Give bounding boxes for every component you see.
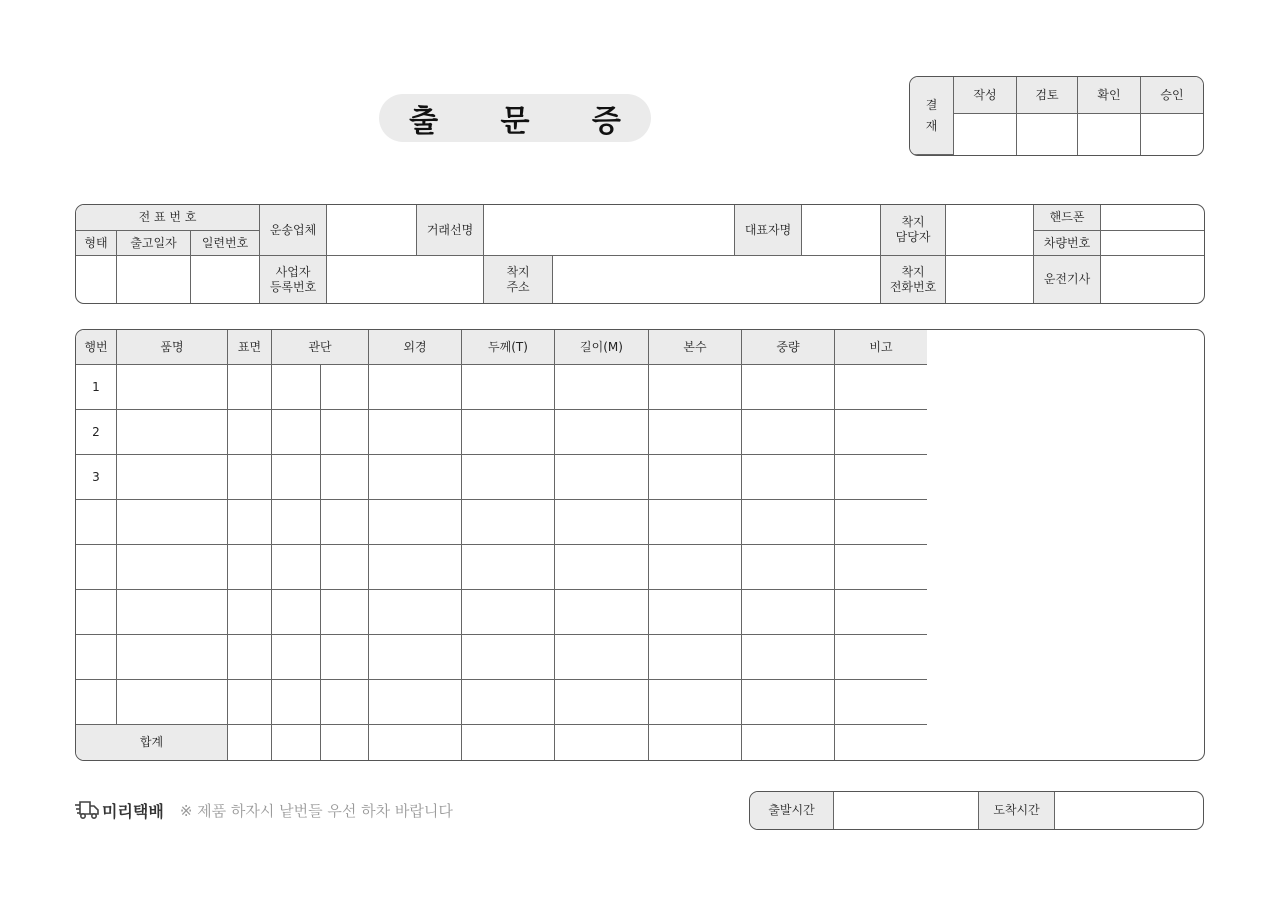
col-row-no: 행번 bbox=[76, 330, 117, 365]
cell[interactable] bbox=[228, 500, 272, 545]
cell[interactable] bbox=[272, 635, 321, 680]
cell[interactable] bbox=[649, 455, 742, 500]
cell[interactable] bbox=[462, 410, 555, 455]
cell[interactable] bbox=[272, 455, 321, 500]
cell[interactable] bbox=[369, 410, 462, 455]
row-number bbox=[76, 590, 117, 635]
cell[interactable] bbox=[462, 635, 555, 680]
table-row bbox=[76, 410, 1204, 455]
cell[interactable] bbox=[117, 365, 228, 410]
cell[interactable] bbox=[649, 725, 742, 760]
table-row bbox=[76, 635, 1204, 680]
approval-side-label: 결 재 bbox=[910, 77, 954, 155]
biz-reg-label: 사업자 등록번호 bbox=[260, 256, 327, 303]
cell[interactable] bbox=[272, 365, 321, 410]
driver-label: 운전기사 bbox=[1034, 256, 1101, 303]
cell[interactable] bbox=[117, 410, 228, 455]
cell[interactable] bbox=[272, 590, 321, 635]
cell[interactable] bbox=[555, 635, 649, 680]
cell[interactable] bbox=[321, 500, 369, 545]
type-label: 형태 bbox=[76, 231, 117, 256]
cell[interactable] bbox=[272, 725, 321, 760]
col-product: 품명 bbox=[117, 330, 228, 365]
row-number bbox=[76, 680, 117, 725]
approval-col-check: 확인 bbox=[1078, 77, 1141, 114]
cell[interactable] bbox=[462, 725, 555, 760]
total-row bbox=[76, 725, 1204, 760]
carrier-value[interactable] bbox=[327, 205, 417, 256]
departure-time-label: 출발시간 bbox=[750, 792, 834, 829]
vehicle-no-label: 차량번호 bbox=[1034, 231, 1101, 256]
table-row bbox=[76, 455, 1204, 500]
cell[interactable] bbox=[835, 680, 927, 725]
cell[interactable] bbox=[649, 680, 742, 725]
cell[interactable] bbox=[369, 500, 462, 545]
delivery-truck-icon bbox=[75, 800, 99, 820]
cell[interactable] bbox=[321, 635, 369, 680]
total-label: 합계 bbox=[76, 725, 228, 760]
cell[interactable] bbox=[117, 455, 228, 500]
cell[interactable] bbox=[462, 365, 555, 410]
dest-addr-label: 착지 주소 bbox=[484, 256, 553, 303]
col-weight: 중량 bbox=[742, 330, 835, 365]
time-box bbox=[749, 791, 1204, 830]
row-number bbox=[76, 545, 117, 590]
cell[interactable] bbox=[117, 590, 228, 635]
cell[interactable] bbox=[117, 680, 228, 725]
cell[interactable] bbox=[369, 680, 462, 725]
cell[interactable] bbox=[321, 455, 369, 500]
document-title-pill bbox=[379, 94, 651, 142]
cell[interactable] bbox=[742, 545, 835, 590]
cell[interactable] bbox=[555, 410, 649, 455]
cell[interactable] bbox=[228, 725, 272, 760]
table-row bbox=[76, 545, 1204, 590]
cell[interactable] bbox=[117, 500, 228, 545]
row-number bbox=[76, 635, 117, 680]
cell[interactable] bbox=[649, 410, 742, 455]
carrier-label: 운송업체 bbox=[260, 205, 327, 256]
cell[interactable] bbox=[462, 455, 555, 500]
cell[interactable] bbox=[742, 455, 835, 500]
document-title: 출 문 증 bbox=[409, 104, 647, 139]
shipment-info-table bbox=[75, 204, 1205, 304]
cell[interactable] bbox=[555, 545, 649, 590]
cell[interactable] bbox=[117, 545, 228, 590]
cell[interactable] bbox=[649, 545, 742, 590]
cell[interactable] bbox=[742, 635, 835, 680]
approval-col-review: 검토 bbox=[1017, 77, 1078, 114]
row-number: 1 bbox=[76, 365, 117, 410]
col-count: 본수 bbox=[649, 330, 742, 365]
row-number: 2 bbox=[76, 410, 117, 455]
ship-date-label: 출고일자 bbox=[117, 231, 191, 256]
cell[interactable] bbox=[228, 410, 272, 455]
col-outer-diameter: 외경 bbox=[369, 330, 462, 365]
cell[interactable] bbox=[555, 590, 649, 635]
cell[interactable] bbox=[228, 455, 272, 500]
table-row bbox=[76, 365, 1204, 410]
cell[interactable] bbox=[742, 680, 835, 725]
cell[interactable] bbox=[321, 590, 369, 635]
driver-value[interactable] bbox=[1101, 256, 1204, 303]
cell[interactable] bbox=[742, 410, 835, 455]
cell[interactable] bbox=[835, 635, 927, 680]
cell[interactable] bbox=[321, 410, 369, 455]
cell[interactable] bbox=[835, 725, 927, 760]
cell[interactable] bbox=[321, 725, 369, 760]
cell[interactable] bbox=[321, 680, 369, 725]
approval-sign-check[interactable] bbox=[1078, 114, 1141, 155]
cell[interactable] bbox=[835, 410, 927, 455]
dest-manager-value[interactable] bbox=[946, 205, 1034, 256]
cell[interactable] bbox=[272, 680, 321, 725]
approval-sign-review[interactable] bbox=[1017, 114, 1078, 155]
biz-reg-value[interactable] bbox=[327, 256, 484, 303]
cell[interactable] bbox=[228, 365, 272, 410]
client-value[interactable] bbox=[484, 205, 735, 256]
cell[interactable] bbox=[369, 635, 462, 680]
cell[interactable] bbox=[742, 590, 835, 635]
cell[interactable] bbox=[835, 545, 927, 590]
cell[interactable] bbox=[835, 365, 927, 410]
cell[interactable] bbox=[369, 545, 462, 590]
cell[interactable] bbox=[462, 545, 555, 590]
mobile-value[interactable] bbox=[1101, 205, 1204, 231]
cell[interactable] bbox=[369, 590, 462, 635]
serial-no-label: 일련번호 bbox=[191, 231, 260, 256]
dest-addr-value[interactable] bbox=[553, 256, 881, 303]
col-surface: 표면 bbox=[228, 330, 272, 365]
cell[interactable] bbox=[835, 590, 927, 635]
approval-sign-write[interactable] bbox=[954, 114, 1017, 155]
cell[interactable] bbox=[272, 545, 321, 590]
serial-no-value[interactable] bbox=[191, 256, 260, 303]
cell[interactable] bbox=[555, 500, 649, 545]
approval-box bbox=[909, 76, 1204, 156]
cell[interactable] bbox=[321, 365, 369, 410]
cell[interactable] bbox=[462, 500, 555, 545]
cell[interactable] bbox=[228, 590, 272, 635]
cell[interactable] bbox=[555, 365, 649, 410]
arrival-time-label: 도착시간 bbox=[979, 792, 1055, 829]
cell[interactable] bbox=[228, 545, 272, 590]
mobile-label: 핸드폰 bbox=[1034, 205, 1101, 231]
ceo-value[interactable] bbox=[802, 205, 881, 256]
cell[interactable] bbox=[649, 590, 742, 635]
unloading-note: ※ 제품 하자시 낱번들 우선 하차 바랍니다 bbox=[179, 801, 453, 820]
cell[interactable] bbox=[272, 500, 321, 545]
cell[interactable] bbox=[742, 500, 835, 545]
cell[interactable] bbox=[462, 590, 555, 635]
approval-col-approve: 승인 bbox=[1141, 77, 1203, 114]
ship-date-value[interactable] bbox=[117, 256, 191, 303]
cell[interactable] bbox=[835, 455, 927, 500]
cell[interactable] bbox=[742, 725, 835, 760]
vehicle-no-value[interactable] bbox=[1101, 231, 1204, 256]
brand-footer bbox=[75, 798, 453, 822]
col-remarks: 비고 bbox=[835, 330, 927, 365]
cell[interactable] bbox=[835, 500, 927, 545]
dest-phone-value[interactable] bbox=[946, 256, 1034, 303]
voucher-no-label: 전 표 번 호 bbox=[76, 205, 260, 231]
dest-phone-label: 착지 전화번호 bbox=[881, 256, 946, 303]
cell[interactable] bbox=[369, 365, 462, 410]
cell[interactable] bbox=[228, 680, 272, 725]
cell[interactable] bbox=[649, 365, 742, 410]
cell[interactable] bbox=[272, 410, 321, 455]
brand-name: 미리택배 bbox=[102, 801, 164, 821]
cell[interactable] bbox=[321, 545, 369, 590]
type-value[interactable] bbox=[76, 256, 117, 303]
cell[interactable] bbox=[649, 635, 742, 680]
cell[interactable] bbox=[369, 455, 462, 500]
arrival-time-value[interactable] bbox=[1055, 792, 1203, 829]
col-thickness: 두께(T) bbox=[462, 330, 555, 365]
approval-sign-approve[interactable] bbox=[1141, 114, 1203, 155]
cell[interactable] bbox=[742, 365, 835, 410]
table-row bbox=[76, 680, 1204, 725]
table-row bbox=[76, 500, 1204, 545]
cell[interactable] bbox=[649, 500, 742, 545]
col-pipe: 관단 bbox=[272, 330, 369, 365]
col-length: 길이(M) bbox=[555, 330, 649, 365]
row-number: 3 bbox=[76, 455, 117, 500]
cell[interactable] bbox=[555, 725, 649, 760]
approval-col-write: 작성 bbox=[954, 77, 1017, 114]
cell[interactable] bbox=[117, 635, 228, 680]
cell[interactable] bbox=[555, 455, 649, 500]
departure-time-value[interactable] bbox=[834, 792, 979, 829]
table-row bbox=[76, 590, 1204, 635]
cell[interactable] bbox=[369, 725, 462, 760]
ceo-label: 대표자명 bbox=[735, 205, 802, 256]
cell[interactable] bbox=[462, 680, 555, 725]
client-label: 거래선명 bbox=[417, 205, 484, 256]
items-table bbox=[75, 329, 1205, 761]
cell[interactable] bbox=[555, 680, 649, 725]
dest-manager-label: 착지 담당자 bbox=[881, 205, 946, 256]
cell[interactable] bbox=[228, 635, 272, 680]
row-number bbox=[76, 500, 117, 545]
